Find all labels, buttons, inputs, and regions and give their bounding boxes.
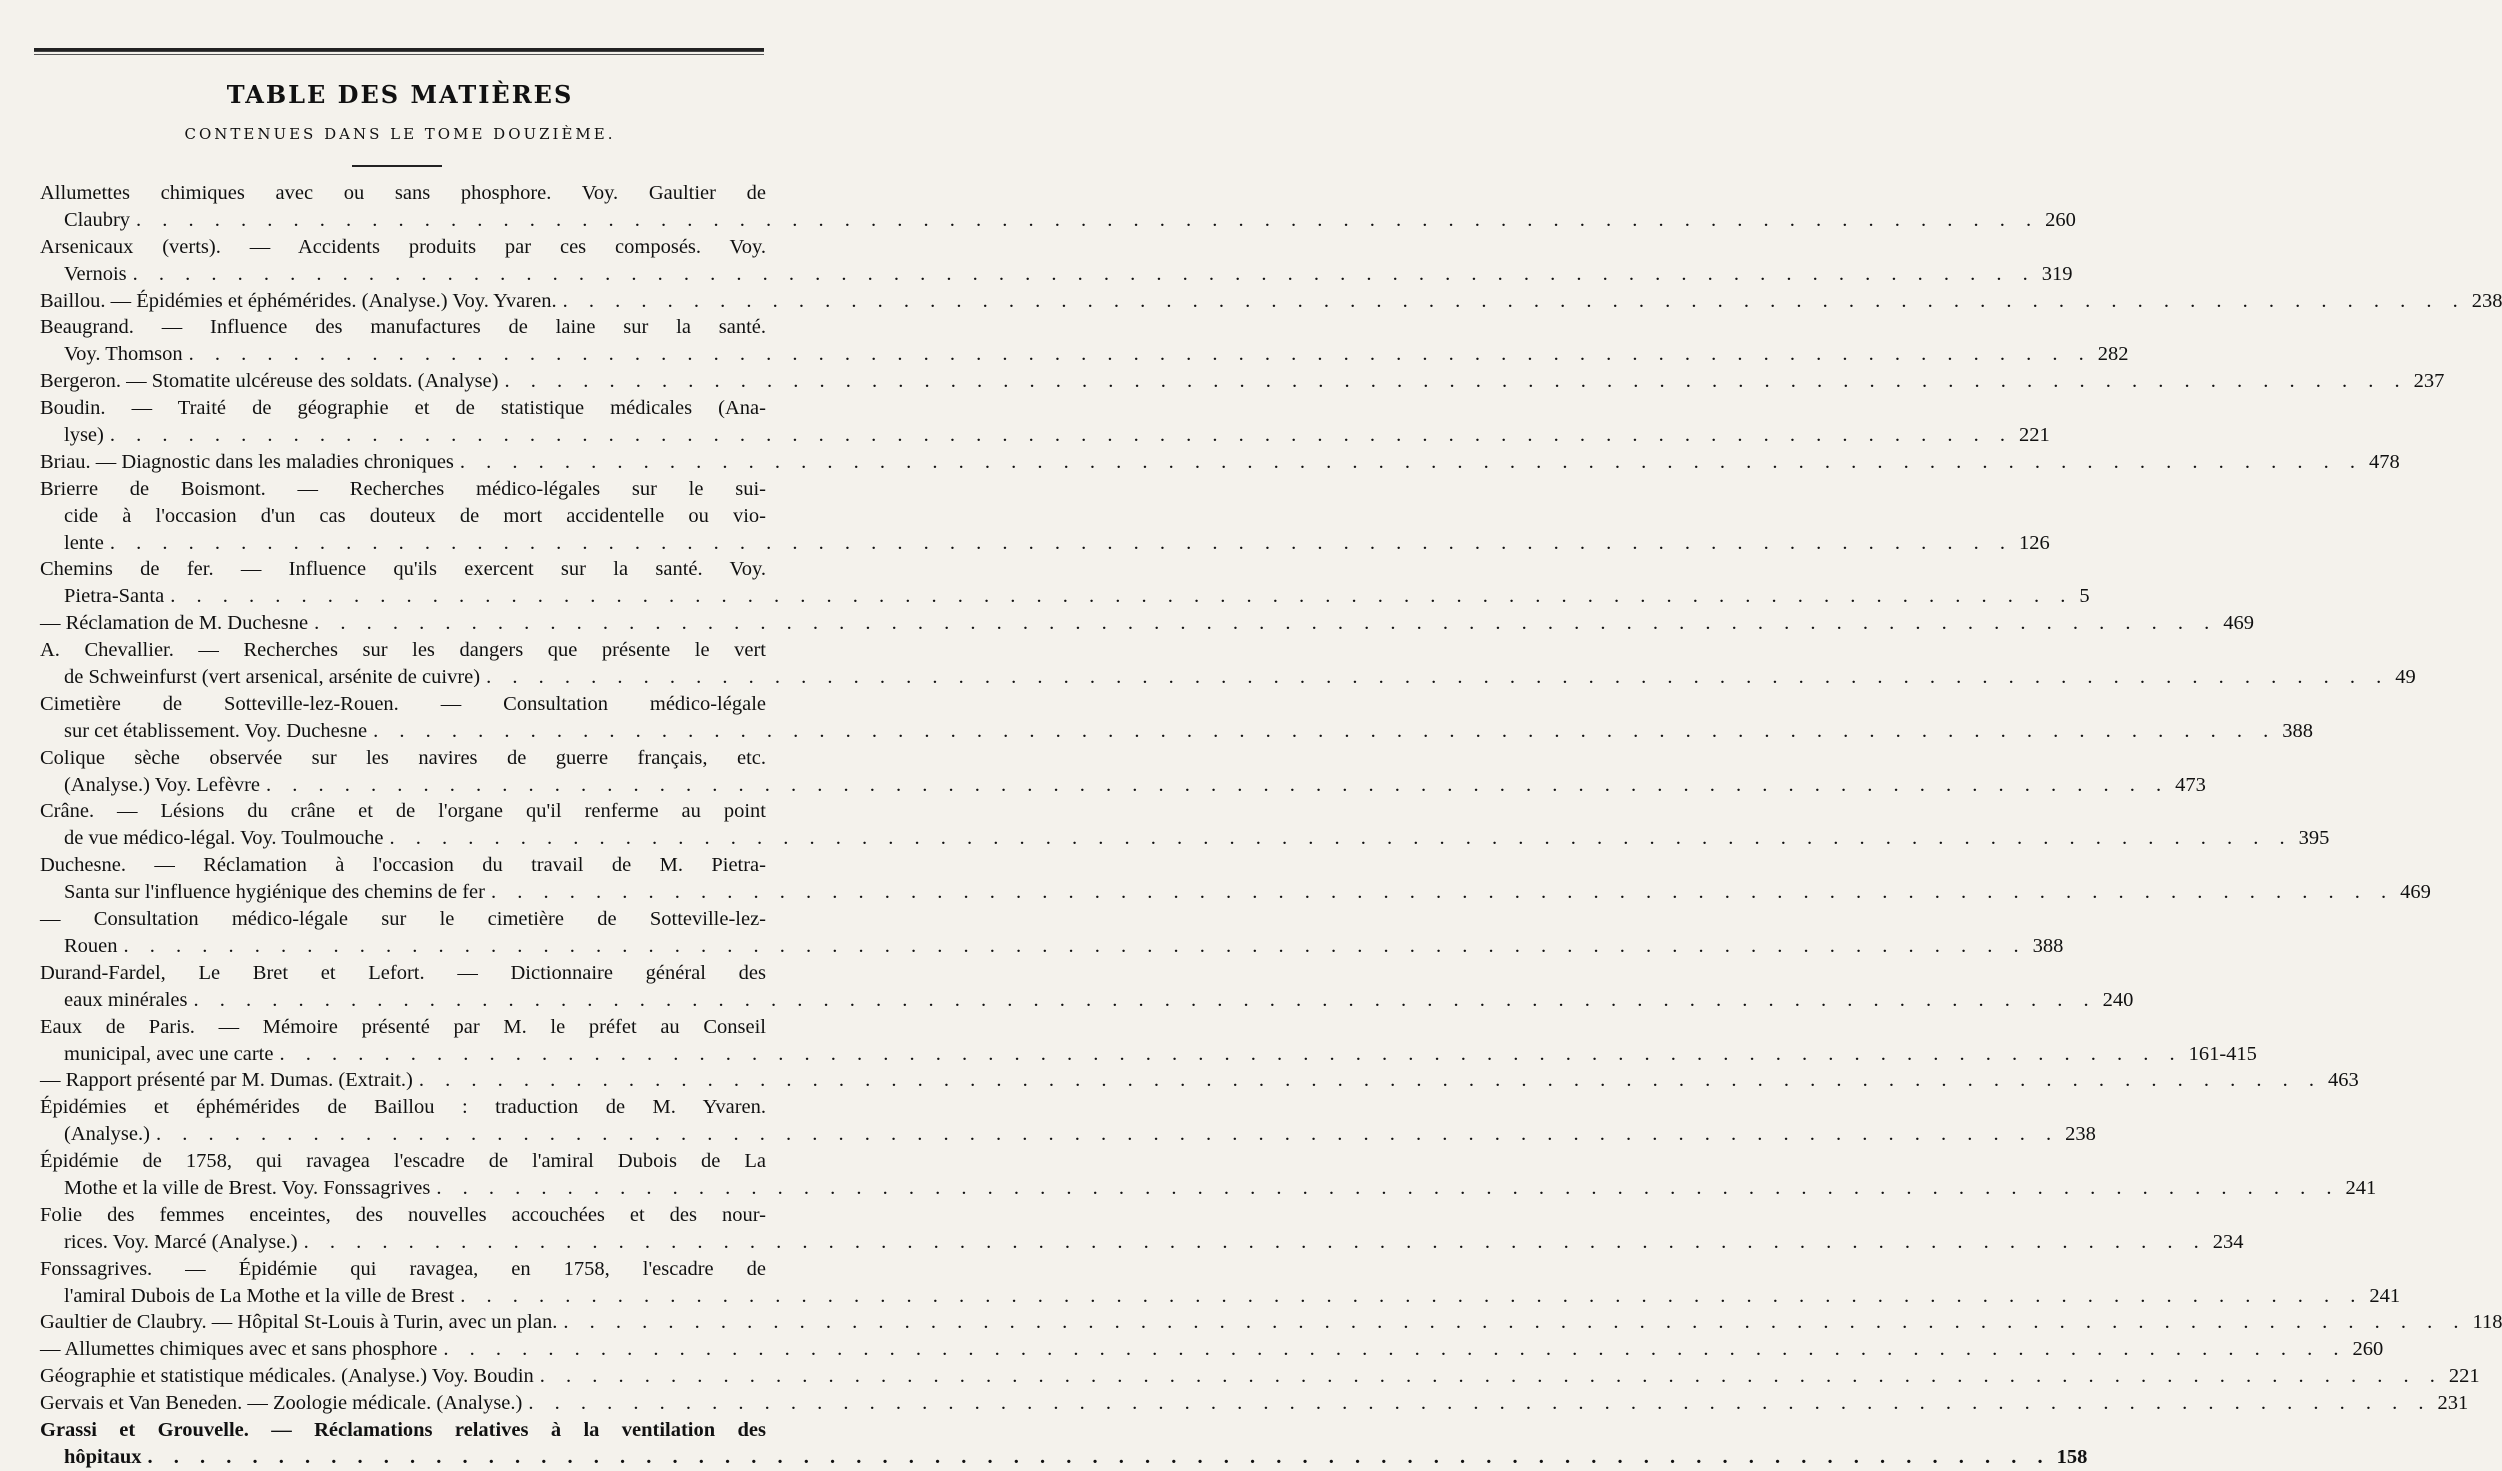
toc-entry-text: lyse) (64, 424, 104, 447)
title-divider (352, 165, 442, 167)
toc-entry (40, 1444, 2088, 1471)
toc-entry (40, 933, 2064, 960)
dot-leader (540, 1363, 2443, 1390)
dot-leader (110, 422, 2013, 449)
toc-entry-text: Chemins de fer. — Influence qu'ils exercent sur la santé. Voy. (40, 558, 766, 581)
toc-entry-page: 238 (2065, 1123, 2096, 1146)
toc-entry-text: Gervais et Van Beneden. — Zoologie médicale. (Analyse.) (40, 1392, 523, 1415)
toc-entry-text: Colique sèche observée sur les navires de guerre français, etc. (40, 746, 766, 769)
toc-entry (40, 664, 2416, 691)
dot-leader (373, 718, 2276, 745)
toc-entry-page: 260 (2045, 208, 2076, 231)
dot-leader (156, 1121, 2059, 1148)
toc-entry-text: — Rapport présenté par M. Dumas. (Extrait.) (40, 1069, 413, 1092)
toc-entry (40, 798, 766, 825)
toc-entry (40, 987, 2134, 1014)
dot-leader (304, 1229, 2207, 1256)
toc-entry-page: 5 (2079, 585, 2090, 608)
toc-entry-page: 473 (2175, 773, 2206, 796)
dot-leader (443, 1336, 2346, 1363)
dot-leader (136, 207, 2039, 234)
toc-entry-page: 388 (2032, 934, 2064, 957)
toc-entry (40, 180, 766, 207)
page-subtitle: CONTENUES DANS LE TOME DOUZIÈME. (184, 125, 616, 143)
dot-leader (460, 1283, 2363, 1310)
toc-entry-text: Duchesne. — Réclamation à l'occasion du travail de M. Pietra- (40, 854, 766, 877)
toc-entry (40, 1309, 2502, 1336)
toc-entry (40, 422, 2050, 449)
toc-entry-text: Épidémies et éphémérides de Baillou : traduction de M. Yvaren. (40, 1096, 766, 1119)
toc-entry-page: 241 (2369, 1284, 2401, 1307)
dot-leader (266, 772, 2169, 799)
toc-entry-text: Épidémie de 1758, qui ravagea l'escadre de l'amiral Dubois de La (40, 1150, 766, 1173)
toc-entry (40, 530, 2050, 557)
dot-leader (170, 583, 2073, 610)
toc-entry-page: 478 (2369, 450, 2400, 473)
toc-entry (40, 395, 766, 422)
toc-entry-text: Eaux de Paris. — Mémoire présenté par M. le préfet au Conseil (40, 1015, 766, 1038)
toc-entry-page: 241 (2345, 1176, 2377, 1199)
toc-entry (40, 556, 766, 583)
dot-leader (491, 879, 2394, 906)
toc-entry-text: de Schweinfurst (vert arsenical, arsénite de cuivre) (64, 666, 481, 689)
toc-entry (40, 476, 766, 503)
toc-entry-text: Claubry (64, 208, 131, 231)
toc-entry (40, 261, 2073, 288)
toc-entry-text: Cimetière de Sotteville-lez-Rouen. — Consultation médico-légale (40, 692, 766, 715)
toc-entry-text: Baillou. — Épidémies et éphémérides. (Analyse.) Voy. Yvaren. (40, 289, 557, 312)
toc-entry-page: 260 (2352, 1338, 2384, 1361)
toc-entry-page: 240 (2102, 988, 2134, 1011)
toc-entry (40, 1229, 2244, 1256)
toc-entry (40, 1067, 2359, 1094)
toc-entry-page: 221 (2448, 1365, 2480, 1388)
toc-entry (40, 637, 766, 664)
top-rule-thin (34, 54, 764, 55)
toc-entry-text: Brierre de Boismont. — Recherches médico-légales sur le sui- (40, 477, 766, 500)
toc-entry-text: Arsenicaux (verts). — Accidents produits par ces composés. Voy. (40, 235, 766, 258)
toc-entry-text: A. Chevallier. — Recherches sur les dangers que présente le vert (40, 639, 766, 662)
toc-entry (40, 341, 2129, 368)
toc-entry (40, 1283, 2401, 1310)
dot-leader (314, 610, 2217, 637)
dot-leader (528, 1390, 2431, 1417)
toc-entry (40, 1094, 766, 1121)
toc-entry-text: eaux minérales (64, 988, 188, 1011)
dot-leader (133, 261, 2036, 288)
toc-entry (40, 1202, 766, 1229)
table-of-contents (40, 180, 2502, 1471)
toc-entry-page: 238 (2471, 289, 2502, 312)
toc-entry (40, 1121, 2096, 1148)
toc-entry (40, 503, 766, 530)
toc-entry-text: cide à l'occasion d'un cas douteux de mort accidentelle ou vio- (64, 504, 766, 527)
toc-entry (40, 234, 766, 261)
toc-entry-text: Pietra-Santa (64, 585, 165, 608)
toc-entry-text: Voy. Thomson (64, 343, 183, 366)
toc-entry-page: 282 (2097, 343, 2129, 366)
toc-entry-page: 49 (2395, 666, 2416, 689)
toc-entry-page: 231 (2437, 1392, 2469, 1415)
toc-entry-text: Folie des femmes enceintes, des nouvelles accouchées et des nour- (40, 1203, 766, 1226)
toc-entry-text: Mothe et la ville de Brest. Voy. Fonssagrives (64, 1176, 431, 1199)
toc-entry (40, 1336, 2384, 1363)
dot-leader (563, 1309, 2466, 1336)
dot-leader (436, 1175, 2339, 1202)
toc-entry-page: 221 (2018, 424, 2050, 447)
toc-entry-text: Briau. — Diagnostic dans les maladies chroniques (40, 450, 454, 473)
toc-entry-page: 126 (2018, 531, 2050, 554)
toc-entry (40, 1014, 766, 1041)
toc-entry-page: 118 (2472, 1311, 2502, 1334)
toc-entry-text: rices. Voy. Marcé (Analyse.) (64, 1230, 298, 1253)
toc-entry-page: 388 (2282, 719, 2313, 742)
toc-entry (40, 906, 766, 933)
toc-entry-text: (Analyse.) Voy. Lefèvre (64, 773, 261, 796)
dot-leader (460, 449, 2363, 476)
toc-entry-text: Crâne. — Lésions du crâne et de l'organe qu'il renferme au point (40, 800, 766, 823)
dot-leader (419, 1067, 2322, 1094)
toc-entry-text: Durand-Fardel, Le Bret et Lefort. — Dictionnaire général des (40, 961, 766, 984)
toc-entry (40, 368, 2445, 395)
toc-entry-text: hôpitaux (64, 1445, 142, 1468)
dot-leader (389, 825, 2292, 852)
dot-leader (279, 1041, 2182, 1068)
toc-entry (40, 718, 2313, 745)
toc-entry (40, 745, 766, 772)
toc-entry-text: Vernois (64, 262, 127, 285)
toc-entry-page: 319 (2041, 262, 2073, 285)
toc-entry (40, 772, 2206, 799)
toc-entry-text: — Consultation médico-légale sur le cimetière de Sotteville-lez- (40, 908, 766, 931)
toc-entry-page: 237 (2413, 370, 2445, 393)
dot-leader (189, 341, 2092, 368)
toc-entry-text: Fonssagrives. — Épidémie qui ravagea, en 1758, l'escadre de (40, 1257, 766, 1280)
dot-leader (194, 987, 2097, 1014)
toc-entry (40, 583, 2090, 610)
toc-entry (40, 960, 766, 987)
toc-entry-text: Géographie et statistique médicales. (Analyse.) Voy. Boudin (40, 1365, 534, 1388)
toc-entry (40, 1363, 2480, 1390)
dot-leader (563, 288, 2466, 315)
toc-entry-text: Rouen (64, 934, 118, 957)
toc-entry-text: Santa sur l'influence hygiénique des chemins de fer (64, 881, 485, 904)
toc-entry-page: 463 (2328, 1069, 2359, 1092)
toc-entry (40, 879, 2431, 906)
toc-entry (40, 1390, 2469, 1417)
dot-leader (147, 1444, 2050, 1471)
toc-entry (40, 1041, 2257, 1068)
dot-leader (504, 368, 2407, 395)
toc-entry (40, 852, 766, 879)
page-title: TABLE DES MATIÈRES (226, 80, 574, 109)
toc-entry (40, 449, 2400, 476)
toc-entry-page: 161-415 (2188, 1042, 2257, 1065)
toc-entry-text: lente (64, 531, 104, 554)
toc-entry-text: (Analyse.) (64, 1123, 150, 1146)
toc-entry (40, 288, 2502, 315)
dot-leader (486, 664, 2389, 691)
toc-entry-text: Grassi et Grouvelle. — Réclamations relatives à la ventilation des (40, 1418, 766, 1441)
toc-entry-text: de vue médico-légal. Voy. Toulmouche (64, 827, 384, 850)
toc-entry-page: 469 (2400, 881, 2431, 904)
toc-entry-text: — Allumettes chimiques avec et sans phosphore (40, 1338, 438, 1361)
toc-entry (40, 207, 2076, 234)
toc-entry (40, 825, 2330, 852)
top-rule (34, 48, 764, 52)
toc-entry-text: Boudin. — Traité de géographie et de statistique médicales (Ana- (40, 397, 766, 420)
toc-entry-text: l'amiral Dubois de La Mothe et la ville de Brest (64, 1284, 455, 1307)
dot-leader (124, 933, 2027, 960)
toc-entry (40, 314, 766, 341)
toc-entry-page: 234 (2212, 1230, 2244, 1253)
toc-entry-text: Beaugrand. — Influence des manufactures de laine sur la santé. (40, 316, 766, 339)
toc-entry-text: sur cet établissement. Voy. Duchesne (64, 719, 368, 742)
toc-entry (40, 1175, 2377, 1202)
toc-entry-page: 395 (2298, 827, 2330, 850)
toc-entry (40, 691, 766, 718)
toc-entry (40, 610, 2255, 637)
toc-entry-text: municipal, avec une carte (64, 1042, 274, 1065)
toc-entry (40, 1417, 766, 1444)
toc-entry-text: Gaultier de Claubry. — Hôpital St-Louis à Turin, avec un plan. (40, 1311, 558, 1334)
dot-leader (110, 530, 2013, 557)
toc-entry (40, 1148, 766, 1175)
toc-entry (40, 1256, 766, 1283)
toc-entry-text: — Réclamation de M. Duchesne (40, 612, 309, 635)
toc-entry-page: 469 (2223, 612, 2255, 635)
toc-entry-page: 158 (2056, 1445, 2088, 1468)
toc-entry-text: Bergeron. — Stomatite ulcéreuse des soldats. (Analyse) (40, 370, 499, 393)
toc-entry-text: Allumettes chimiques avec ou sans phosphore. Voy. Gaultier de (40, 182, 766, 204)
